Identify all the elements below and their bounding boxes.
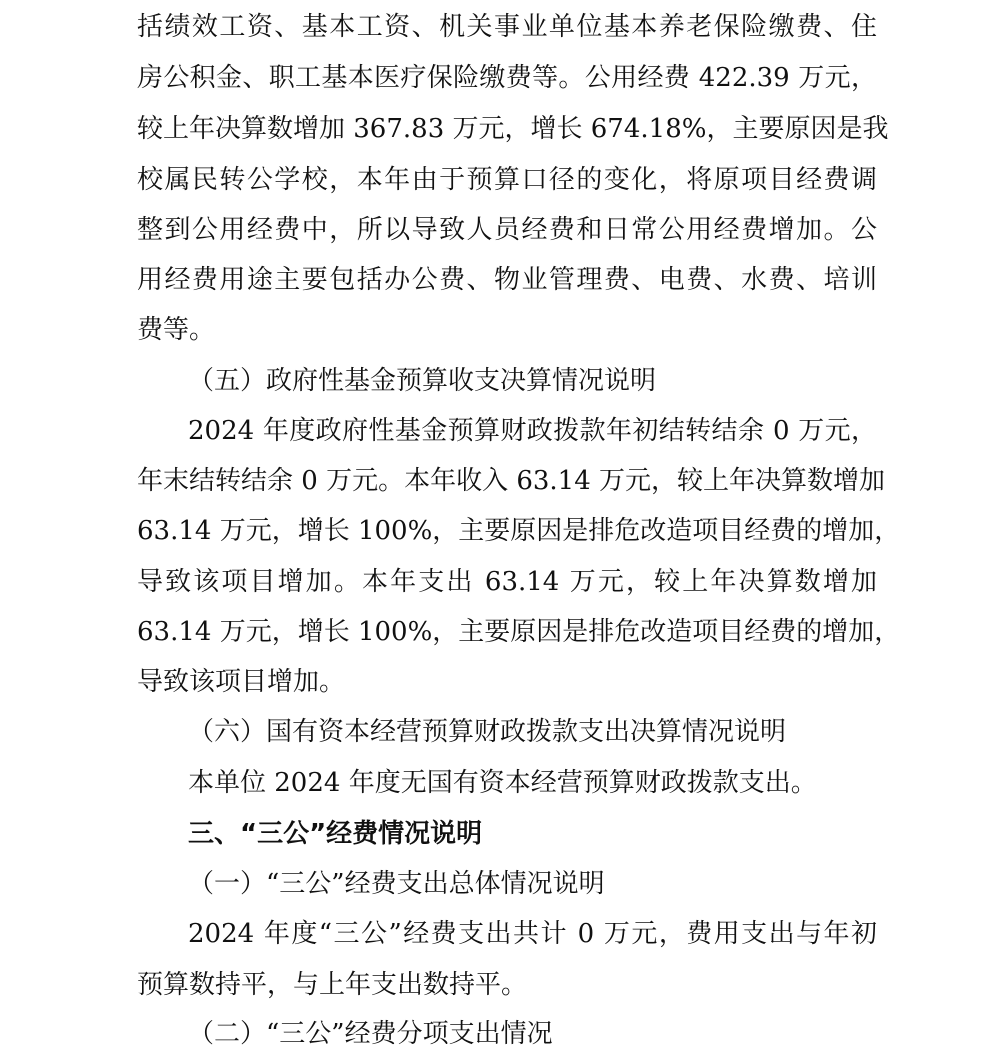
paragraph-line: 校属民转公学校，本年由于预算口径的变化，将原项目经费调 [137,165,877,195]
paragraph-line: 括绩效工资、基本工资、机关事业单位基本养老保险缴费、住 [137,12,877,42]
paragraph-line: 导致该项目增加。 [137,667,346,697]
paragraph-line: 房公积金、职工基本医疗保险缴费等。公用经费 422.39 万元， [137,63,877,93]
paragraph-line: 63.14 万元，增长 100%，主要原因是排危改造项目经费的增加， [137,516,901,546]
paragraph-line: 整到公用经费中，所以导致人员经费和日常公用经费增加。公 [137,215,877,245]
paragraph-line: 2024 年度“三公”经费支出共计 0 万元，费用支出与年初 [188,919,877,949]
paragraph-line: 较上年决算数增加 367.83 万元，增长 674.18%，主要原因是我 [137,114,889,144]
paragraph-line: 费等。 [137,315,216,345]
paragraph-line: 用经费用途主要包括办公费、物业管理费、电费、水费、培训 [137,265,877,295]
paragraph-line: 63.14 万元，增长 100%，主要原因是排危改造项目经费的增加， [137,617,901,647]
paragraph-line: 预算数持平，与上年支出数持平。 [137,970,528,1000]
section-heading-6: （六）国有资本经营预算财政拨款支出决算情况说明 [188,717,787,747]
paragraph-line: 本单位 2024 年度无国有资本经营预算财政拨款支出。 [188,768,817,798]
section-heading-2: （二）“三公”经费分项支出情况 [188,1019,553,1049]
section-heading-1: （一）“三公”经费支出总体情况说明 [188,869,605,899]
chapter-heading-3: 三、“三公”经费情况说明 [188,819,483,849]
paragraph-line: 年末结转结余 0 万元。本年收入 63.14 万元，较上年决算数增加 [137,466,886,496]
paragraph-line: 2024 年度政府性基金预算财政拨款年初结转结余 0 万元， [188,416,877,446]
paragraph-line: 导致该项目增加。本年支出 63.14 万元，较上年决算数增加 [137,567,877,597]
section-heading-5: （五）政府性基金预算收支决算情况说明 [188,366,657,396]
